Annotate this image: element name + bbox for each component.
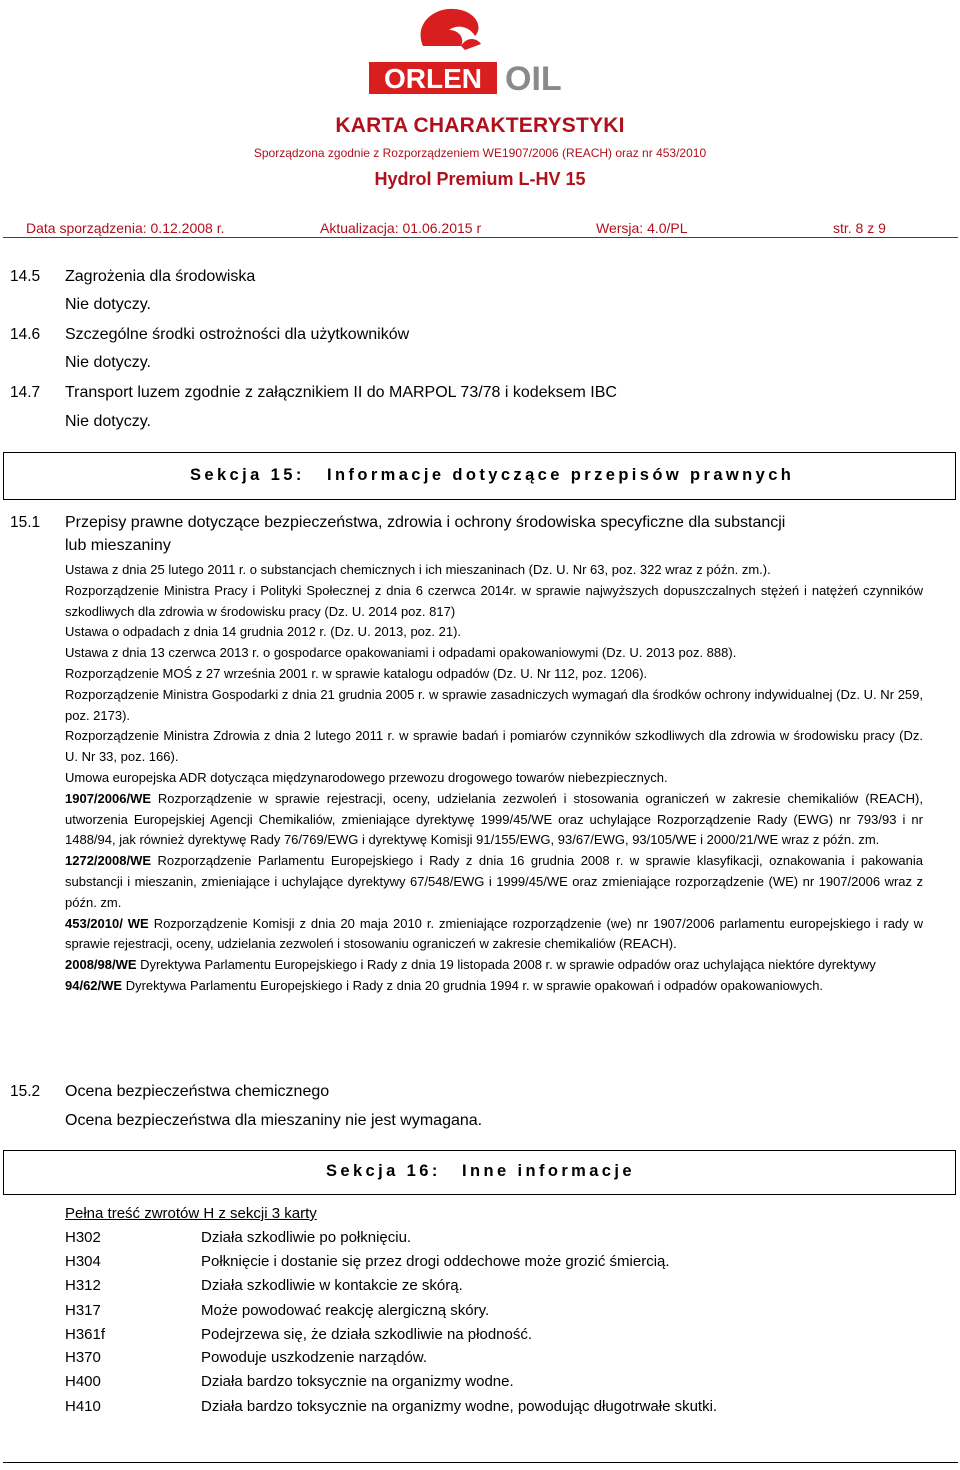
section-number: 14.7 [10,384,41,401]
version: Wersja: 4.0/PL [596,220,688,236]
header-divider [3,237,958,238]
h-code: H410 [65,1398,101,1415]
eu-regulation-item [65,976,923,997]
section-text: Nie dotyczy. [65,354,151,371]
regulation-item: Rozporządzenie Ministra Pracy i Polityki Społecznej z dnia 6 czerwca 2014r. w sprawie najwyższych dopuszczalnych stężeń i natężeń czynników szkodliwych dla zdrowia w środowisku pracy (Dz. U. 2014 poz. 817) [65,582,923,619]
update-date: Aktualizacja: 01.06.2015 r [320,220,482,236]
regulation-ref: 1907/2006/WE [65,790,152,806]
page-number: str. 8 z 9 [833,220,886,236]
section-16-label: Sekcja 16: [326,1162,441,1180]
h-code: H370 [65,1349,101,1366]
footer-divider [3,1462,958,1463]
regulations-list [65,560,923,997]
svg-text:OIL: OIL [505,60,562,98]
h-code: H400 [65,1373,101,1390]
h-code: H317 [65,1302,101,1319]
section-heading: Zagrożenia dla środowiska [65,268,256,285]
regulation-ref: 1272/2008/WE [65,853,152,869]
section-number: 14.6 [10,326,41,343]
h-text: Działa bardzo toksycznie na organizmy wodne, powodując długotrwałe skutki. [201,1398,718,1415]
h-phrases-heading: Pełna treść zwrotów H z sekcji 3 karty [65,1205,317,1222]
section-heading: Ocena bezpieczeństwa chemicznego [65,1083,330,1100]
section-number: 14.5 [10,268,41,285]
section-text: Ocena bezpieczeństwa dla mieszaniny nie jest wymagana. [65,1112,483,1129]
regulation-text: Rozporządzenie w sprawie rejestracji, oceny, udzielania zezwoleń i stosowania ograniczeń w zakresie chemikaliów (REACH), utworzenia Europejskiej Agencji Chemikaliów, zmieniające dyrektywę 1999/45/WE oraz uchylające Rozporządzenie Rady (EWG) nr 793/93 i nr 1488/94, jak również dyrektywę Rady 76/769/EWG i dyrektywę Komisji 91/155/EWG, 93/67/EWG, 93/105/WE i 2000/21/WE wraz z późn. zm. [65,790,923,848]
regulation-ref: 94/62/WE [65,977,123,993]
regulation-item: Ustawa z dnia 25 lutego 2011 r. o substancjach chemicznych i ich mieszaninach (Dz. U. Nr 63, poz. 322 wraz z późn. zm.). [65,562,771,577]
h-code: H304 [65,1253,101,1270]
h-code: H302 [65,1229,101,1246]
h-code: H361f [65,1326,106,1343]
regulation-text: Dyrektywa Parlamentu Europejskiego i Rady z dnia 19 listopada 2008 r. w sprawie odpadów oraz uchylająca niektóre dyrektywy [136,957,876,973]
section-text: Nie dotyczy. [65,296,151,313]
section-heading: Przepisy prawne dotyczące bezpieczeństwa, zdrowia i ochrony środowiska specyficzne dla substancji [65,514,786,531]
svg-text:ORLEN: ORLEN [384,63,482,94]
h-text: Połknięcie i dostanie się przez drogi oddechowe może grozić śmiercią. [201,1253,670,1270]
regulation-item: Rozporządzenie MOŚ z 27 września 2001 r. w sprawie katalogu odpadów (Dz. U. Nr 112, poz. 1206). [65,665,648,681]
h-text: Może powodować reakcję alergiczną skóry. [201,1302,490,1319]
section-heading: Szczególne środki ostrożności dla użytkowników [65,326,410,343]
section-15-label: Sekcja 15: [190,466,305,484]
section-number: 15.2 [10,1083,41,1100]
section-15-title: Informacje dotyczące przepisów prawnych [327,466,795,484]
eu-regulation-item [65,955,923,976]
h-code: H312 [65,1277,101,1294]
regulation-ref: 453/2010/ WE [65,915,149,931]
section-16-title: Inne informacje [462,1162,635,1180]
h-text: Powoduje uszkodzenie narządów. [201,1349,427,1366]
section-heading: Transport luzem zgodnie z załącznikiem II do MARPOL 73/78 i kodeksem IBC [65,384,617,401]
regulation-item: Rozporządzenie Ministra Zdrowia z dnia 2 lutego 2011 r. w sprawie badań i pomiarów czynników szkodliwych dla zdrowia w środowisku pracy (Dz. U. Nr 33, poz. 166). [65,728,923,765]
document-subtitle: Sporządzona zgodnie z Rozporządzeniem WE1907/2006 (REACH) oraz nr 453/2010 [253,146,707,160]
date-created: Data sporządzenia: 0.12.2008 r. [26,220,225,236]
section-heading-cont: lub mieszaniny [65,537,171,554]
h-text: Działa szkodliwie po połknięciu. [201,1229,412,1246]
regulation-item: Ustawa z dnia 13 czerwca 2013 r. o gospodarce opakowaniami i odpadami opakowaniowymi (Dz. U. 2013 poz. 888). [65,645,737,661]
regulation-text: Rozporządzenie Komisji z dnia 20 maja 2010 r. zmieniające rozporządzenie (we) nr 1907/2006 parlamentu europejskiego i rady w sprawie rejestracji, oceny, udzielania zezwoleń i stosowaniu ograniczeń w zakresie chemikaliów (REACH). [65,915,923,952]
regulation-item: Rozporządzenie Ministra Gospodarki z dnia 21 grudnia 2005 r. w sprawie zasadniczych wymagań dla środków ochrony indywidualnej (Dz. U. Nr 259, poz. 2173). [65,686,923,723]
regulation-item: Ustawa o odpadach z dnia 14 grudnia 2012 r. (Dz. U. 2013, poz. 21). [65,624,462,640]
orlen-oil-logo [365,6,595,98]
product-name: Hydrol Premium L-HV 15 [374,169,586,189]
eu-regulation-item [65,914,923,956]
section-text: Nie dotyczy. [65,413,151,430]
regulation-ref: 2008/98/WE [65,957,137,973]
regulation-item: Umowa europejska ADR dotycząca międzynarodowego przewozu drogowego towarów niebezpiecznych. [65,769,668,785]
eu-regulation-item [65,851,923,913]
document-title: KARTA CHARAKTERYSTYKI [335,114,625,137]
eu-regulation-item [65,789,923,851]
h-text: Podejrzewa się, że działa szkodliwie na płodność. [201,1326,533,1343]
h-text: Działa bardzo toksycznie na organizmy wodne. [201,1373,514,1390]
regulation-text: Rozporządzenie Parlamentu Europejskiego i Rady z dnia 16 grudnia 2008 r. w sprawie klasyfikacji, oznakowania i pakowania substancji i mieszanin, zmieniające i uchylające dyrektywy 67/548/EWG i 1999/45/WE oraz zmieniające rozporządzenie (WE) nr 1907/2006 wraz z późn. zm. [65,853,923,910]
h-text: Działa szkodliwie w kontakcie ze skórą. [201,1277,463,1294]
regulation-text: Dyrektywa Parlamentu Europejskiego i Rady z dnia 20 grudnia 1994 r. w sprawie opakowań i odpadów opakowaniowych. [122,977,824,993]
section-number: 15.1 [10,514,41,531]
orlen-eagle-logo-icon [365,6,595,98]
